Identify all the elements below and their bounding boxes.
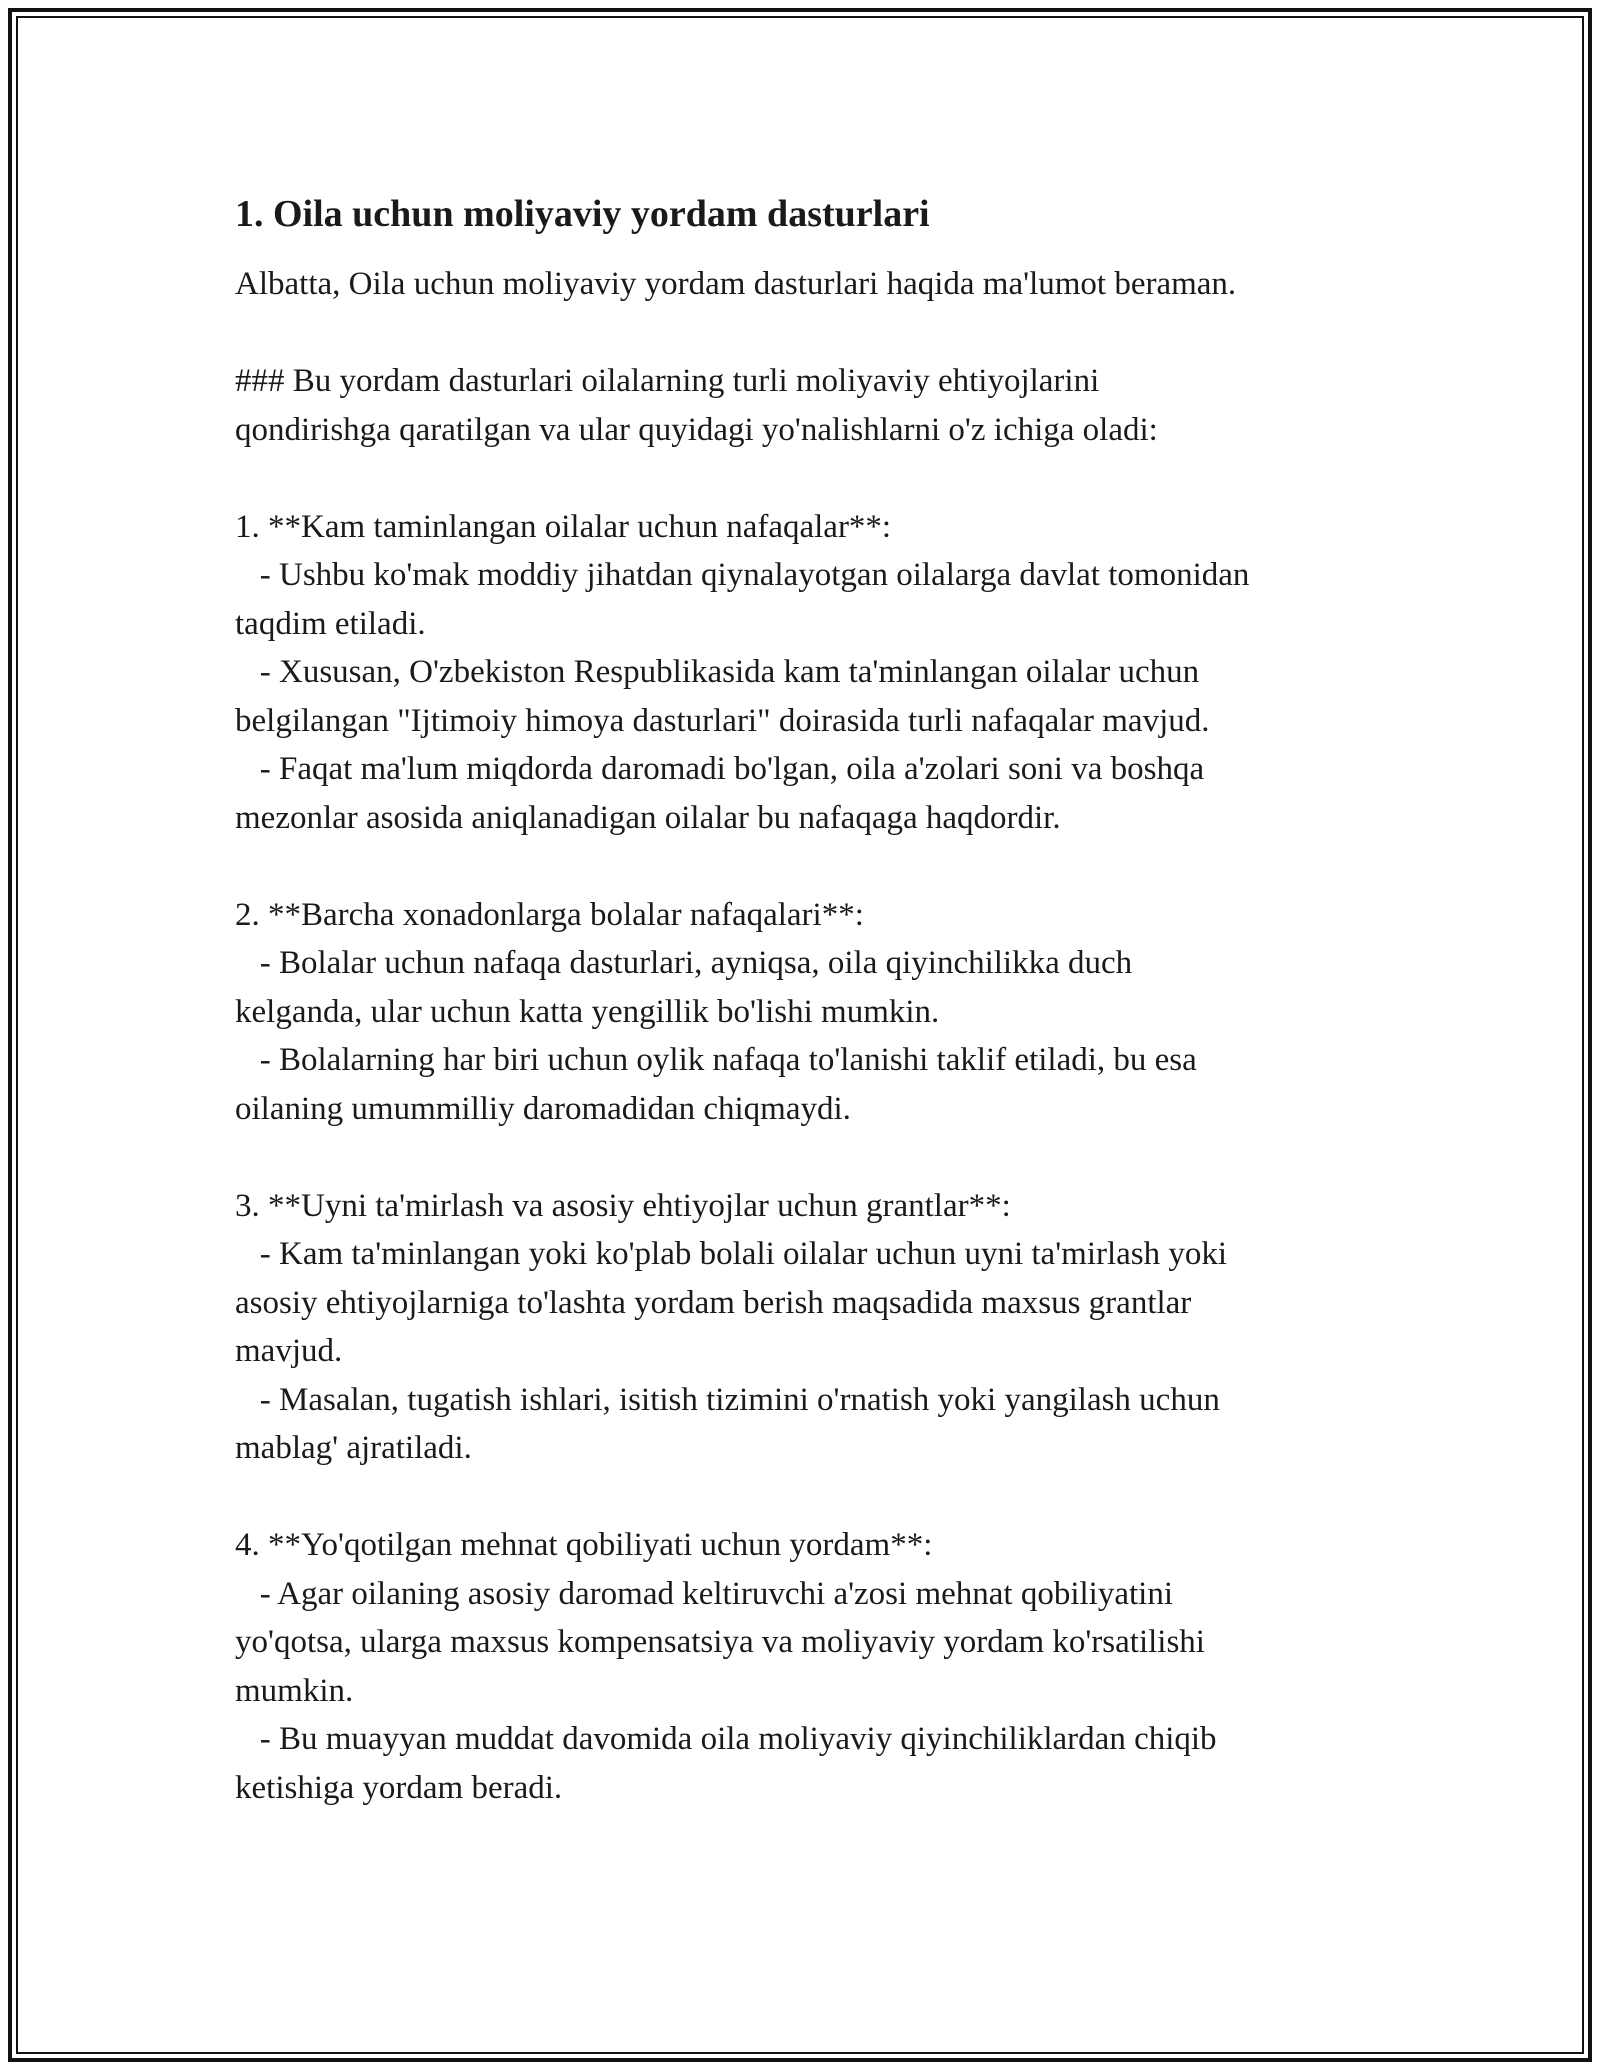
text-line: - Xususan, O'zbekiston Respublikasida kam ta'minlangan oilalar uchun [235,654,1200,690]
text-line: ### Bu yordam dasturlari oilalarning turli moliyaviy ehtiyojlarini [235,363,1100,399]
text-line: asosiy ehtiyojlarniga to'lashta yordam berish maqsadida maxsus grantlar [235,1284,1192,1321]
text-line: 1. **Kam taminlangan oilalar uchun nafaqalar**: [235,508,892,545]
text-line: belgilangan "Ijtimoiy himoya dasturlari" doirasida turli nafaqalar mavjud. [235,702,1210,739]
text-line: - Kam ta'minlangan yoki ko'plab bolali oilalar uchun uyni ta'mirlash yoki [235,1236,1228,1272]
text-line: mezonlar asosida aniqlanadigan oilalar bu nafaqaga haqdordir. [235,799,1061,836]
text-line: - Agar oilaning asosiy daromad keltiruvchi a'zosi mehnat qobiliyatini [235,1575,1173,1612]
text-line: kelganda, ular uchun katta yengillik bo'lishi mumkin. [235,993,940,1030]
text-line: mavjud. [235,1333,343,1369]
text-line: 3. **Uyni ta'mirlash va asosiy ehtiyojlar uchun grantlar**: [235,1187,1011,1224]
text-line: Albatta, Oila uchun moliyaviy yordam dasturlari haqida ma'lumot beraman. [235,266,1237,302]
text-line: - Faqat ma'lum miqdorda daromadi bo'lgan, oila a'zolari soni va boshqa [235,751,1205,787]
text-line: 2. **Barcha xonadonlarga bolalar nafaqalari**: [235,896,864,933]
document-text [235,260,1385,1812]
text-line: oilaning umummilliy daromadidan chiqmaydi. [235,1090,851,1127]
text-line: 4. **Yo'qotilgan mehnat qobiliyati uchun yordam**: [235,1527,933,1563]
text-line: mumkin. [235,1672,354,1709]
text-line: - Masalan, tugatish ishlari, isitish tizimini o'rnatish yoki yangilash uchun [235,1381,1220,1418]
blank-line [235,1133,1385,1182]
text-line: mablag' ajratiladi. [235,1430,472,1466]
text-line: - Ushbu ko'mak moddiy jihatdan qiynalayotgan oilalarga davlat tomonidan [235,557,1250,593]
text-line: qondirishga qaratilgan va ular quyidagi yo'nalishlarni o'z ichiga oladi: [235,411,1158,448]
blank-line [235,454,1385,503]
document-body [235,190,1385,1812]
text-line: yo'qotsa, ularga maxsus kompensatsiya va moliyaviy yordam ko'rsatilishi [235,1624,1205,1660]
blank-line [235,309,1385,358]
document-title: 1. Oila uchun moliyaviy yordam dasturlari [235,193,930,235]
text-line: - Bu muayyan muddat davomida oila moliyaviy qiyinchiliklardan chiqib [235,1721,1217,1757]
blank-line [235,842,1385,891]
text-line: - Bolalarning har biri uchun oylik nafaqa to'lanishi taklif etiladi, bu esa [235,1042,1197,1078]
blank-line [235,1473,1385,1522]
text-line: ketishiga yordam beradi. [235,1769,563,1806]
text-line: taqdim etiladi. [235,605,426,642]
text-line: - Bolalar uchun nafaqa dasturlari, ayniqsa, oila qiyinchilikka duch [235,945,1133,981]
